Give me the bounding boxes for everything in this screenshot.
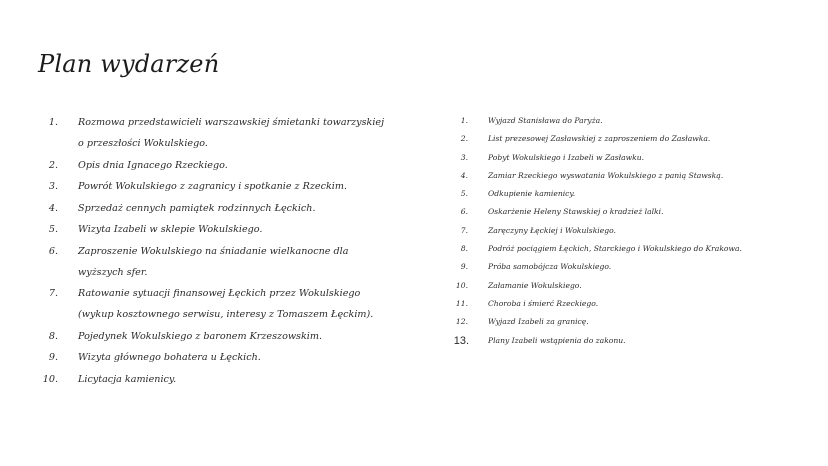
item-text: Wyjazd Stanisława do Paryża. — [488, 116, 603, 125]
item-text: Opis dnia Ignacego Rzeckiego. — [78, 159, 228, 171]
list-item — [40, 283, 390, 325]
item-number: 6. — [460, 207, 468, 217]
list-item — [454, 332, 764, 350]
list-item — [454, 167, 764, 185]
item-number: 3. — [48, 181, 58, 192]
item-text: Podróż pociągiem Łęckich, Starckiego i Wokulskiego do Krakowa. — [488, 244, 742, 254]
item-text: Ratowanie sytuacji finansowej Łęckich przez Wokulskiego (wykup kosztownego serwisu, interesy z Tomaszem Łęckim). — [78, 288, 374, 320]
item-text: Zamiar Rzeckiego wyswatania Wokulskiego z panią Stawską. — [488, 170, 724, 180]
item-number: 1. — [460, 116, 468, 125]
item-number: 2. — [460, 134, 468, 144]
list-item — [454, 112, 764, 130]
item-number: 6. — [48, 245, 58, 257]
item-number: 2. — [48, 159, 58, 171]
item-number: 9. — [48, 352, 58, 363]
item-text: Sprzedaż cennych pamiątek rodzinnych Łęckich. — [78, 202, 316, 214]
item-text: Pobyt Wokulskiego i Izabeli w Zasławku. — [488, 152, 645, 162]
events-list-right — [454, 112, 764, 350]
item-number: 8. — [460, 244, 468, 254]
item-number: 7. — [460, 225, 468, 235]
item-number: 8. — [48, 330, 58, 342]
item-text: Odkupienie kamienicy. — [488, 189, 576, 199]
list-item — [40, 112, 390, 154]
list-item — [40, 155, 390, 176]
item-text: Pojedynek Wokulskiego z baronem Krzeszowskim. — [78, 330, 323, 342]
list-item — [454, 203, 764, 221]
item-text: Wizyta głównego bohatera u Łęckich. — [78, 352, 261, 363]
item-number: 4. — [460, 170, 468, 180]
list-item — [40, 176, 390, 197]
item-number: 12. — [455, 317, 468, 327]
item-number: 10. — [42, 373, 58, 385]
list-item — [454, 149, 764, 167]
item-text: Licytacja kamienicy. — [78, 373, 177, 385]
item-text: Wizyta Izabeli w sklepie Wokulskiego. — [78, 224, 263, 235]
item-text: Plany Izabeli wstąpienia do zakonu. — [488, 335, 626, 345]
list-item — [454, 222, 764, 240]
item-number: 3. — [460, 152, 468, 162]
item-text: Choroba i śmierć Rzeckiego. — [488, 298, 599, 308]
list-item — [454, 258, 764, 276]
item-text: List prezesowej Zasławskiej z zaproszeniem do Zasławka. — [488, 134, 711, 144]
list-item — [454, 277, 764, 295]
list-item — [454, 295, 764, 313]
list-item — [40, 347, 390, 368]
item-number: 5. — [460, 189, 468, 199]
item-number: 7. — [48, 288, 58, 299]
list-item — [454, 130, 764, 148]
list-item — [454, 185, 764, 203]
page-title: Plan wydarzeń — [38, 50, 220, 78]
list-item — [454, 313, 764, 331]
item-number: 9. — [460, 262, 468, 272]
events-list-left — [40, 112, 390, 390]
item-text: Zaproszenie Wokulskiego na śniadanie wielkanocne dla wyższych sfer. — [78, 245, 349, 278]
item-number: 11. — [455, 298, 468, 308]
item-text: Próba samobójcza Wokulskiego. — [488, 262, 612, 272]
item-text: Rozmowa przedstawicieli warszawskiej śmietanki towarzyskiej o przeszłości Wokulskiego. — [78, 117, 385, 149]
item-text: Wyjazd Izabeli za granicę. — [488, 317, 589, 327]
item-number: 5. — [48, 224, 58, 235]
item-text: Załamanie Wokulskiego. — [488, 280, 582, 290]
list-item — [40, 219, 390, 240]
item-number: 10. — [455, 280, 468, 290]
item-number: 13. — [453, 334, 469, 347]
list-item — [40, 326, 390, 347]
item-number: 4. — [48, 202, 58, 214]
list-item — [454, 240, 764, 258]
item-number: 1. — [48, 117, 58, 128]
item-text: Powrót Wokulskiego z zagranicy i spotkanie z Rzeckim. — [78, 181, 348, 192]
item-text: Oskarżenie Heleny Stawskiej o kradzież lalki. — [488, 207, 664, 217]
list-item — [40, 241, 390, 283]
list-item — [40, 198, 390, 219]
list-item — [40, 369, 390, 390]
item-text: Zaręczyny Łęckiej i Wokulskiego. — [488, 225, 616, 235]
